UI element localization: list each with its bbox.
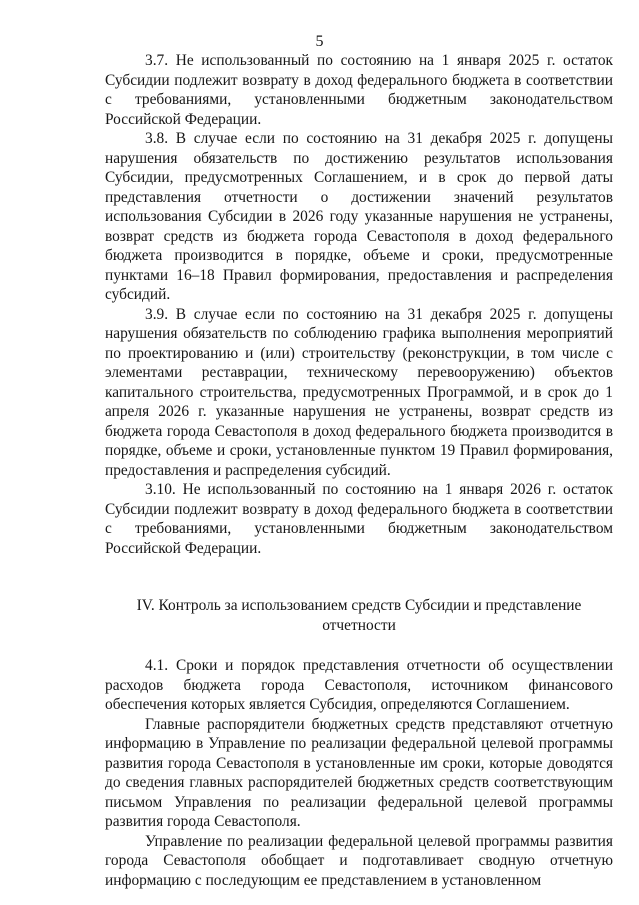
paragraph-3-10: 3.10. Не использованный по состоянию на 1 января 2026 г. остаток Субсидии подлежит возврату в доход федерального бюджета в соответствии с требованиями, установленными бюджетным законодательством Российской Федерации. <box>105 481 613 557</box>
document-body <box>105 51 613 890</box>
paragraph-management-summary: Управление по реализации федеральной целевой программы развития города Севастополя обобщает и подготавливает сводную отчетную информацию с последующим ее представлением в установленном <box>105 832 613 889</box>
section-4-paragraphs <box>105 656 613 890</box>
paragraph-3-9: 3.9. В случае если по состоянию на 31 декабря 2025 г. допущены нарушения обязательств по соблюдению графика выполнения мероприятий по проектированию и (или) строительству (реконструкции, в том числе с элементами реставрации, техническому перевооружению) объектов капитального строительства, предусмотренных Программой, и в срок до 1 апреля 2026 г. указанные нарушения не устранены, возврат средств из бюджета города Севастополя в доход федерального бюджета производится в порядке, объеме и сроки, установленные пунктом 19 Правил формирования, предоставления и распределения субсидий. <box>105 305 613 479</box>
paragraph-4-1: 4.1. Сроки и порядок представления отчетности об осуществлении расходов бюджета города Севастополя, источником финансового обеспечения которых является Субсидия, определяются Соглашением. <box>105 657 613 713</box>
page-number: 5 <box>315 33 324 50</box>
paragraph-3-8: 3.8. В случае если по состоянию на 31 декабря 2025 г. допущены нарушения обязательств по достижению результатов использования Субсидии, предусмотренных Соглашением, и в срок до первой даты представления отчетности о достижении значений результатов использования Субсидии в 2026 году указанные нарушения не устранены, возврат средств из бюджета города Севастополя в доход федерального бюджета производится в порядке, объеме и сроки, предусмотренные пунктами 16–18 Правил формирования, предоставления и распределения субсидий. <box>105 130 613 303</box>
section-3-paragraphs <box>105 51 613 558</box>
paragraph-main-managers: Главные распорядители бюджетных средств представляют отчетную информацию в Управление по реализации федеральной целевой программы развития города Севастополя в установленные им сроки, которые доводятся до сведения главных распорядителей бюджетных средств соответствующим письмом Управления по реализации федеральной целевой программы развития города Севастополя. <box>105 715 613 830</box>
spacer <box>105 635 613 656</box>
spacer <box>105 558 613 596</box>
paragraph-3-7: 3.7. Не использованный по состоянию на 1 января 2025 г. остаток Субсидии подлежит возврату в доход федерального бюджета в соответствии с требованиями, установленными бюджетным законодательством Российской Федерации. <box>105 52 613 128</box>
section-heading: IV. Контроль за использованием средств Субсидии и представление отчетности <box>136 597 582 634</box>
